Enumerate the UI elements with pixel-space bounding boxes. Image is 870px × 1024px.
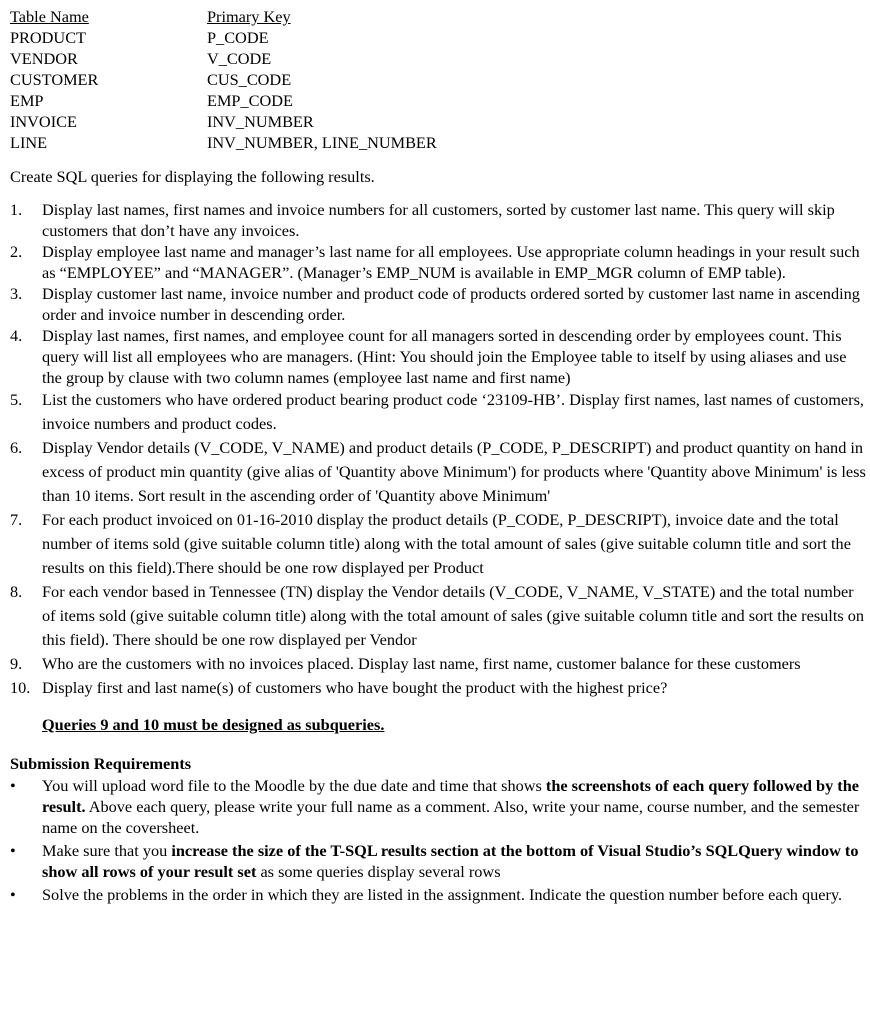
query-number: 9. xyxy=(10,654,23,673)
primary-key-cell: INV_NUMBER xyxy=(207,112,314,131)
query-number: 5. xyxy=(10,390,23,409)
query-text: For each vendor based in Tennessee (TN) display the Vendor details (V_CODE, V_NAME, V_STATE) and the total number of items sold (give suitable column title) along with the total amount of sales (give suitable column title and sort the results on this field). There should be one row displayed per Vendor xyxy=(42,582,865,649)
table-name-cell: EMP xyxy=(10,91,44,110)
query-text: Display last names, first names, and employee count for all managers sorted in descending order by employees count. This query will list all employees who are managers. (Hint: You should join the Employee table to itself by using aliases and use the group by clause with two column names (employee last name and first name) xyxy=(42,326,847,387)
bullet-icon: • xyxy=(10,885,16,904)
submission-item xyxy=(10,775,866,838)
primary-key-cell: P_CODE xyxy=(207,28,269,47)
text-part: Solve the problems in the order in which they are listed in the assignment. Indicate the question number before each query. xyxy=(42,885,843,904)
table-name-cell: PRODUCT xyxy=(10,28,86,47)
document-page xyxy=(10,6,866,907)
table-name-cell: INVOICE xyxy=(10,112,77,131)
header-table-name: Table Name xyxy=(10,7,89,26)
submission-text xyxy=(42,840,866,882)
query-item xyxy=(10,580,866,652)
query-text: Display last names, first names and invoice numbers for all customers, sorted by customer last name. This query will skip customers that don’t have any invoices. xyxy=(42,200,835,240)
header-primary-key: Primary Key xyxy=(207,7,291,26)
query-number: 8. xyxy=(10,582,23,601)
text-part: You will upload word file to the Moodle by the due date and time that shows xyxy=(42,776,546,795)
primary-key-table xyxy=(10,6,866,153)
query-item xyxy=(10,436,866,508)
query-number: 3. xyxy=(10,284,23,303)
primary-key-cell: V_CODE xyxy=(207,49,272,68)
table-name-cell: CUSTOMER xyxy=(10,70,99,89)
submission-text xyxy=(42,775,866,838)
query-text: List the customers who have ordered product bearing product code ‘23109-HB’. Display first names, last names of customers, invoice numbers and product codes. xyxy=(42,390,864,433)
submission-item xyxy=(10,840,866,882)
query-list xyxy=(10,199,866,700)
query-number: 6. xyxy=(10,438,23,457)
bold-text-part: increase the size of the T-SQL results section at the bottom of Visual Studio’s SQLQuery window to show all rows of your result set xyxy=(42,841,859,881)
primary-key-cell: EMP_CODE xyxy=(207,91,293,110)
query-text: Display customer last name, invoice number and product code of products ordered sorted by customer last name in ascending order and invoice number in descending order. xyxy=(42,284,860,324)
query-text: Display employee last name and manager’s last name for all employees. Use appropriate column headings in your result such as “EMPLOYEE” and “MANAGER”. (Manager’s EMP_NUM is available in EMP_MGR column of EMP table). xyxy=(42,242,860,282)
query-item xyxy=(10,652,866,676)
query-item xyxy=(10,676,866,700)
bullet-icon: • xyxy=(10,776,16,795)
query-item xyxy=(10,325,866,388)
query-number: 4. xyxy=(10,326,23,345)
table-name-cell: VENDOR xyxy=(10,49,78,68)
text-part: Above each query, please write your full name as a comment. Also, write your name, course number, and the semester name on the coversheet. xyxy=(42,797,860,837)
query-item xyxy=(10,388,866,436)
subquery-note: Queries 9 and 10 must be designed as subqueries. xyxy=(42,715,385,734)
query-item xyxy=(10,283,866,325)
query-number: 7. xyxy=(10,510,23,529)
text-part: Make sure that you xyxy=(42,841,172,860)
table-name-cell: LINE xyxy=(10,133,48,152)
query-item xyxy=(10,199,866,241)
submission-title: Submission Requirements xyxy=(10,754,192,773)
bold-text-part: the screenshots of each query followed by the result. xyxy=(42,776,859,816)
query-text: Who are the customers with no invoices placed. Display last name, first name, customer balance for these customers xyxy=(42,654,801,673)
query-text: Display first and last name(s) of customers who have bought the product with the highest price? xyxy=(42,678,668,697)
query-number: 2. xyxy=(10,242,23,261)
submission-text xyxy=(42,884,866,905)
submission-item xyxy=(10,884,866,905)
query-item xyxy=(10,508,866,580)
primary-key-cell: INV_NUMBER, LINE_NUMBER xyxy=(207,133,437,152)
intro-text: Create SQL queries for displaying the following results. xyxy=(10,167,375,186)
primary-key-cell: CUS_CODE xyxy=(207,70,292,89)
submission-list xyxy=(10,775,866,905)
bullet-icon: • xyxy=(10,841,16,860)
query-text: For each product invoiced on 01-16-2010 display the product details (P_CODE, P_DESCRIPT), invoice date and the total number of items sold (give suitable column title) along with the total amount of sales (give suitable column title and sort the results on this field).There should be one row displayed per Product xyxy=(42,510,851,577)
query-text: Display Vendor details (V_CODE, V_NAME) and product details (P_CODE, P_DESCRIPT) and product quantity on hand in excess of product min quantity (give alias of 'Quantity above Minimum') for products where 'Quantity above Minimum' is less than 10 items. Sort result in the ascending order of 'Quantity above Minimum' xyxy=(42,438,866,505)
query-number: 1. xyxy=(10,200,23,219)
text-part: as some queries display several rows xyxy=(256,862,501,881)
query-number: 10. xyxy=(10,678,31,697)
query-item xyxy=(10,241,866,283)
